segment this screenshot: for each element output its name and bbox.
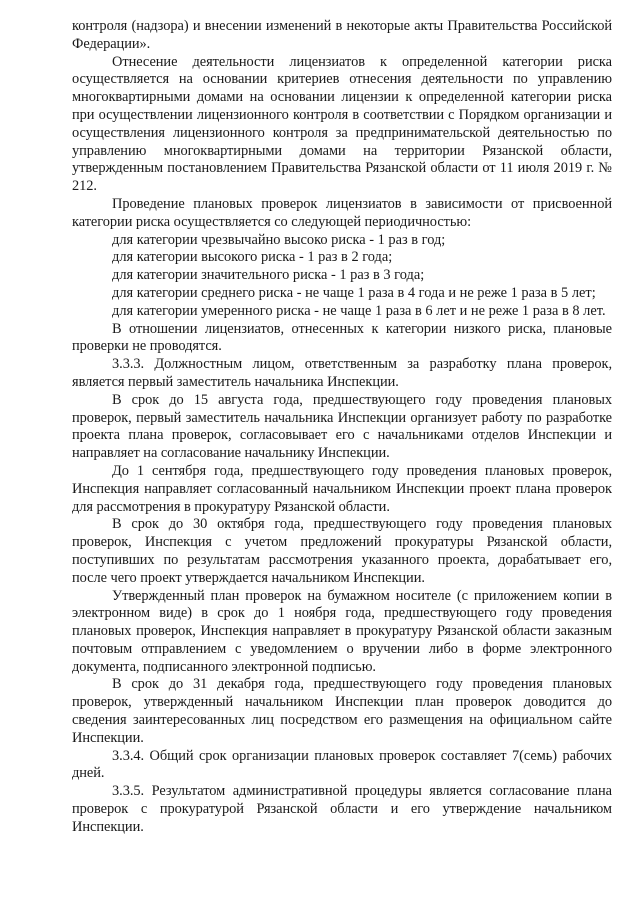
paragraph-3-3-5: 3.3.5. Результатом административной процедуры является согласование плана проверок с прокуратурой Рязанской области и его утверждение начальником Инспекции. (72, 783, 612, 835)
paragraph-continuation: контроля (надзора) и внесении изменений в некоторые акты Правительства Российской Федерации». (72, 18, 612, 52)
paragraph-low-risk: В отношении лицензиатов, отнесенных к категории низкого риска, плановые проверки не проводятся. (72, 320, 612, 355)
paragraph-risk-category-basis: Отнесение деятельности лицензиатов к определенной категории риска осуществляется на основании критериев отнесения деятельности по управлению многоквартирными домами на основании лицензии к определенной категории риска при осуществлении лицензионного контроля в соответствии с Порядком организации и осуществления лицензионного контроля за предпринимательской деятельностью по управлению многоквартирными домами на территории Рязанской области, утвержденным постановлением Правительства Рязанской области от 11 июля 2019 г. № 212. (72, 53, 612, 195)
list-item: для категории умеренного риска - не чаще 1 раза в 6 лет и не реже 1 раза в 8 лет. (112, 302, 606, 319)
paragraph-september-deadline: До 1 сентября года, предшествующего году проведения плановых проверок, Инспекция направляет согласованный начальником Инспекции проект плана проверок для рассмотрения в прокуратуру Рязанской области. (72, 462, 612, 515)
paragraph-3-3-4: 3.3.4. Общий срок организации плановых проверок составляет 7(семь) рабочих дней. (72, 747, 612, 782)
list-item: для категории среднего риска - не чаще 1 раза в 4 года и не реже 1 раза в 5 лет; (112, 284, 596, 301)
paragraph-december-deadline: В срок до 31 декабря года, предшествующего году проведения плановых проверок, утвержденный начальником Инспекции план проверок доводится до сведения заинтересованных лиц посредством его размещения на официальном сайте Инспекции. (72, 676, 612, 746)
paragraph-inspection-periodicity: Проведение плановых проверок лицензиатов в зависимости от присвоенной категории риска осуществляется со следующей периодичностью: (72, 195, 612, 230)
paragraph-3-3-3: 3.3.3. Должностным лицом, ответственным за разработку плана проверок, является первый заместитель начальника Инспекции. (72, 356, 612, 390)
paragraph-october-deadline: В срок до 30 октября года, предшествующего году проведения плановых проверок, Инспекция с учетом предложений прокуратуры Рязанской области, поступивших по результатам рассмотрения указанного проекта, дорабатывает его, после чего проект утверждается начальником Инспекции. (72, 516, 612, 586)
list-item: для категории чрезвычайно высоко риска - 1 раз в год; (112, 231, 446, 248)
list-item: для категории значительного риска - 1 раз в 3 года; (112, 267, 425, 284)
risk-periodicity-list (72, 232, 612, 321)
list-item: для категории высокого риска - 1 раз в 2 года; (112, 249, 393, 266)
paragraph-august-deadline: В срок до 15 августа года, предшествующего году проведения плановых проверок, первый заместитель начальника Инспекции организует работу по разработке проекта плана проверок, согласовывает его с начальниками отделов Инспекции и направляет на согласование начальнику Инспекции. (72, 391, 612, 462)
paragraph-november-deadline: Утвержденный план проверок на бумажном носителе (с приложением копии в электронном виде) в срок до 1 ноября года, предшествующего году проведения плановых проверок, Инспекция направляет в прокуратуру Рязанской области заказным почтовым отправлением с уведомлением о вручении либо в форме электронного документа, подписанного электронной подписью. (72, 587, 612, 675)
